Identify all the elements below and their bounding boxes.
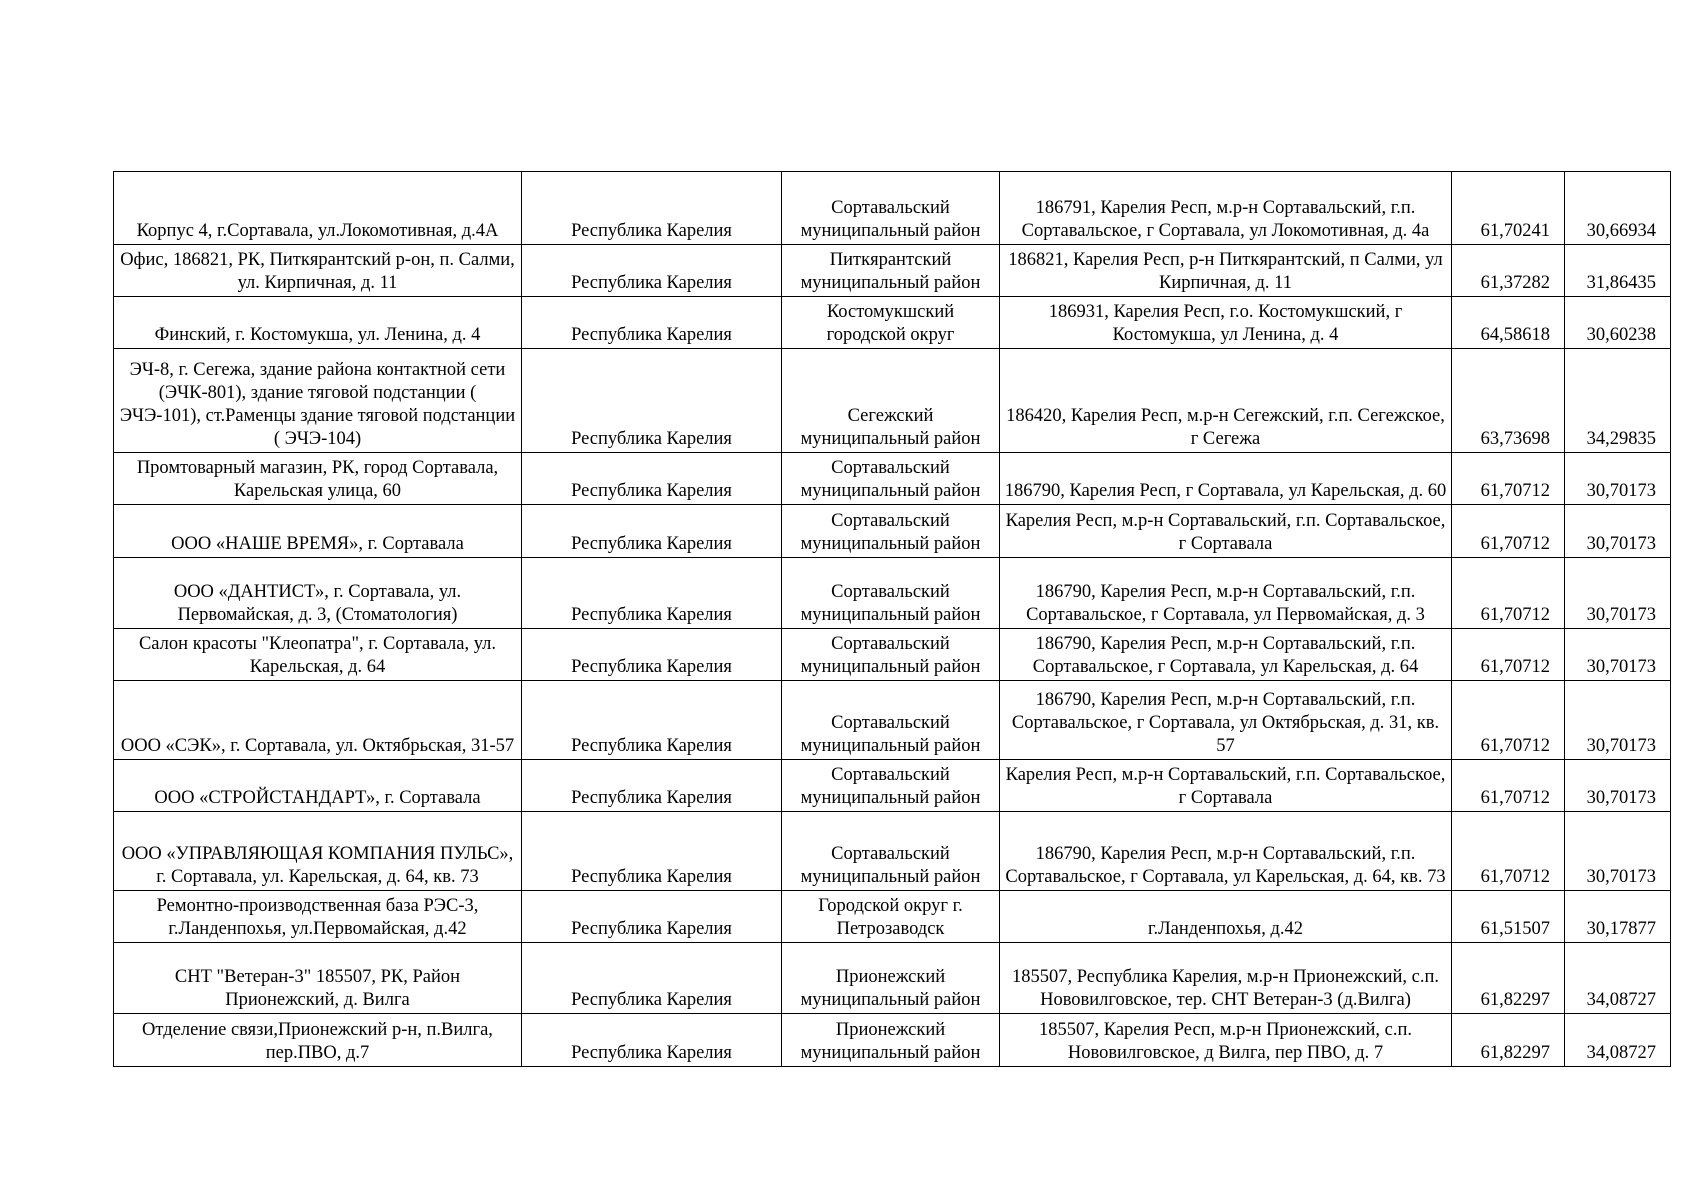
object-cell: ООО «СТРОЙСТАНДАРТ», г. Сортавала [114,760,522,812]
latitude-cell: 61,70712 [1452,629,1565,681]
district-cell: Костомукшский городской округ [782,297,1000,349]
longitude-cell: 30,60238 [1565,297,1671,349]
table-row [114,297,1671,349]
address-cell: 186790, Карелия Респ, г Сортавала, ул Карельская, д. 60 [1000,453,1452,505]
longitude-cell: 30,70173 [1565,629,1671,681]
region-cell: Республика Карелия [522,245,782,297]
latitude-cell: 61,37282 [1452,245,1565,297]
address-cell: 186420, Карелия Респ, м.р-н Сегежский, г.п. Сегежское, г Сегежа [1000,349,1452,453]
object-cell: Финский, г. Костомукша, ул. Ленина, д. 4 [114,297,522,349]
district-cell: Питкярантский муниципальный район [782,245,1000,297]
table-row [114,943,1671,1014]
latitude-cell: 64,58618 [1452,297,1565,349]
latitude-cell: 61,82297 [1452,1014,1565,1067]
table-row [114,1014,1671,1067]
district-cell: Сортавальский муниципальный район [782,629,1000,681]
latitude-cell: 61,70712 [1452,505,1565,558]
longitude-cell: 30,70173 [1565,453,1671,505]
object-cell: Корпус 4, г.Сортавала, ул.Локомотивная, д.4А [114,172,522,245]
table-row [114,681,1671,760]
district-cell: Сегежский муниципальный район [782,349,1000,453]
table-row [114,505,1671,558]
longitude-cell: 30,17877 [1565,891,1671,943]
table-row [114,891,1671,943]
latitude-cell: 61,70241 [1452,172,1565,245]
address-cell: 185507, Карелия Респ, м.р-н Прионежский, с.п. Нововилговское, д Вилга, пер ПВО, д. 7 [1000,1014,1452,1067]
table-row [114,629,1671,681]
object-cell: ООО «НАШЕ ВРЕМЯ», г. Сортавала [114,505,522,558]
address-cell: г.Ланденпохья, д.42 [1000,891,1452,943]
district-cell: Сортавальский муниципальный район [782,812,1000,891]
district-cell: Сортавальский муниципальный район [782,681,1000,760]
object-cell: Отделение связи,Прионежский р-н, п.Вилга, пер.ПВО, д.7 [114,1014,522,1067]
region-cell: Республика Карелия [522,505,782,558]
object-cell: ООО «ДАНТИСТ», г. Сортавала, ул. Первомайская, д. 3, (Стоматология) [114,558,522,629]
table-row [114,172,1671,245]
table-row [114,558,1671,629]
address-cell: 186790, Карелия Респ, м.р-н Сортавальский, г.п. Сортавальское, г Сортавала, ул Карельская, д. 64, кв. 73 [1000,812,1452,891]
address-cell: 186931, Карелия Респ, г.о. Костомукшский, г Костомукша, ул Ленина, д. 4 [1000,297,1452,349]
longitude-cell: 30,70173 [1565,812,1671,891]
table-row [114,245,1671,297]
district-cell: Сортавальский муниципальный район [782,505,1000,558]
district-cell: Прионежский муниципальный район [782,943,1000,1014]
region-cell: Республика Карелия [522,297,782,349]
address-cell: 186790, Карелия Респ, м.р-н Сортавальский, г.п. Сортавальское, г Сортавала, ул Октябрьская, д. 31, кв. 57 [1000,681,1452,760]
address-cell: 186790, Карелия Респ, м.р-н Сортавальский, г.п. Сортавальское, г Сортавала, ул Первомайская, д. 3 [1000,558,1452,629]
table-row [114,812,1671,891]
latitude-cell: 63,73698 [1452,349,1565,453]
object-cell: ЭЧ-8, г. Сегежа, здание района контактной сети (ЭЧК-801), здание тяговой подстанции ( ЭЧЭ-101), ст.Раменцы здание тяговой подстанции ( ЭЧЭ-104) [114,349,522,453]
address-cell: 186791, Карелия Респ, м.р-н Сортавальский, г.п. Сортавальское, г Сортавала, ул Локомотивная, д. 4а [1000,172,1452,245]
object-cell: Салон красоты "Клеопатра", г. Сортавала, ул. Карельская, д. 64 [114,629,522,681]
table-row [114,349,1671,453]
region-cell: Республика Карелия [522,760,782,812]
district-cell: Сортавальский муниципальный район [782,172,1000,245]
district-cell: Городской округ г. Петрозаводск [782,891,1000,943]
longitude-cell: 30,70173 [1565,760,1671,812]
region-cell: Республика Карелия [522,172,782,245]
region-cell: Республика Карелия [522,812,782,891]
district-cell: Сортавальский муниципальный район [782,558,1000,629]
district-cell: Сортавальский муниципальный район [782,760,1000,812]
district-cell: Прионежский муниципальный район [782,1014,1000,1067]
region-cell: Республика Карелия [522,681,782,760]
longitude-cell: 30,70173 [1565,558,1671,629]
region-cell: Республика Карелия [522,558,782,629]
longitude-cell: 31,86435 [1565,245,1671,297]
latitude-cell: 61,70712 [1452,812,1565,891]
latitude-cell: 61,70712 [1452,558,1565,629]
object-cell: Ремонтно-производственная база РЭС-3, г.Ланденпохья, ул.Первомайская, д.42 [114,891,522,943]
latitude-cell: 61,70712 [1452,681,1565,760]
object-cell: СНТ "Ветеран-3" 185507, РК, Район Прионежский, д. Вилга [114,943,522,1014]
address-cell: 186821, Карелия Респ, р-н Питкярантский, п Салми, ул Кирпичная, д. 11 [1000,245,1452,297]
latitude-cell: 61,70712 [1452,760,1565,812]
address-cell: Карелия Респ, м.р-н Сортавальский, г.п. Сортавальское, г Сортавала [1000,760,1452,812]
table-row [114,453,1671,505]
latitude-cell: 61,70712 [1452,453,1565,505]
region-cell: Республика Карелия [522,1014,782,1067]
region-cell: Республика Карелия [522,629,782,681]
longitude-cell: 30,70173 [1565,505,1671,558]
objects-table [113,171,1671,1067]
object-cell: ООО «УПРАВЛЯЮЩАЯ КОМПАНИЯ ПУЛЬС», г. Сортавала, ул. Карельская, д. 64, кв. 73 [114,812,522,891]
district-cell: Сортавальский муниципальный район [782,453,1000,505]
latitude-cell: 61,82297 [1452,943,1565,1014]
region-cell: Республика Карелия [522,891,782,943]
region-cell: Республика Карелия [522,453,782,505]
address-cell: 185507, Республика Карелия, м.р-н Прионежский, с.п. Нововилговское, тер. СНТ Ветеран-3 (д.Вилга) [1000,943,1452,1014]
address-cell: 186790, Карелия Респ, м.р-н Сортавальский, г.п. Сортавальское, г Сортавала, ул Карельская, д. 64 [1000,629,1452,681]
longitude-cell: 34,08727 [1565,943,1671,1014]
longitude-cell: 30,66934 [1565,172,1671,245]
address-cell: Карелия Респ, м.р-н Сортавальский, г.п. Сортавальское, г Сортавала [1000,505,1452,558]
table-row [114,760,1671,812]
object-cell: Офис, 186821, РК, Питкярантский р-он, п. Салми, ул. Кирпичная, д. 11 [114,245,522,297]
object-cell: Промтоварный магазин, РК, город Сортавала, Карельская улица, 60 [114,453,522,505]
longitude-cell: 30,70173 [1565,681,1671,760]
region-cell: Республика Карелия [522,349,782,453]
longitude-cell: 34,29835 [1565,349,1671,453]
object-cell: ООО «СЭК», г. Сортавала, ул. Октябрьская, 31-57 [114,681,522,760]
region-cell: Республика Карелия [522,943,782,1014]
longitude-cell: 34,08727 [1565,1014,1671,1067]
latitude-cell: 61,51507 [1452,891,1565,943]
